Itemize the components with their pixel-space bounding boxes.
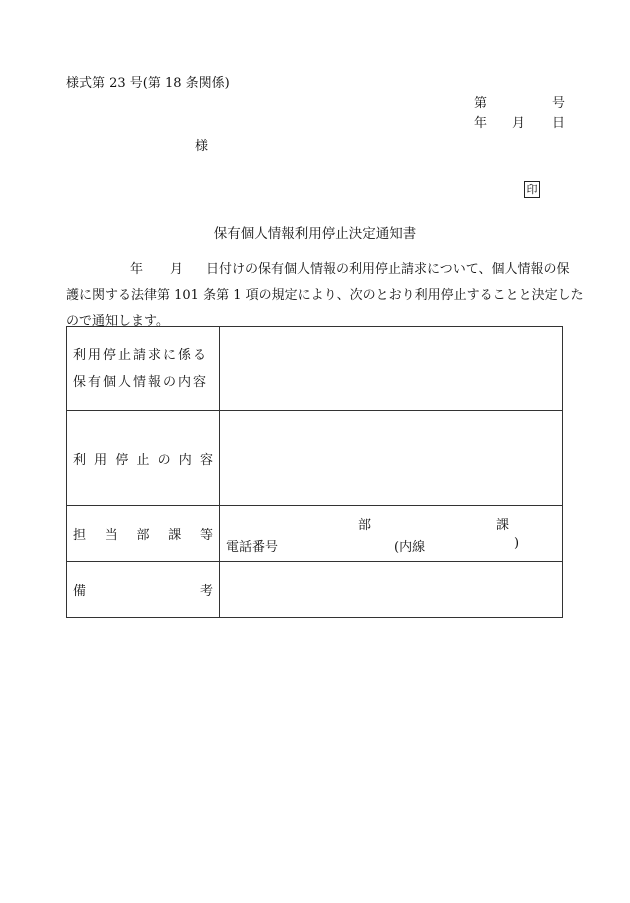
- label-char: 止: [136, 452, 150, 468]
- dept-suffix: 部: [358, 517, 372, 533]
- extension-open: (内線: [394, 539, 426, 555]
- date-month: 月: [512, 116, 526, 131]
- label-target-info: [67, 327, 220, 411]
- seal-mark: 印: [524, 181, 540, 198]
- label-target-info-line2: 保有個人情報の内容: [73, 374, 209, 390]
- document-title: 保有個人情報利用停止決定通知書: [213, 226, 417, 242]
- label-char: 考: [199, 584, 213, 599]
- label-remarks: [67, 562, 220, 618]
- form-number: 様式第 23 号(第 18 条関係): [66, 76, 230, 91]
- value-department[interactable]: [220, 506, 563, 562]
- table-row-remarks: [67, 562, 563, 618]
- doc-no-suffix: 号: [552, 96, 566, 111]
- value-target-info[interactable]: [220, 327, 563, 411]
- label-char: 備: [73, 584, 87, 599]
- date-day: 日: [552, 116, 566, 131]
- body-month: 月: [170, 262, 184, 277]
- label-char: の: [157, 452, 171, 468]
- body-line-3: ので通知します。: [66, 314, 169, 329]
- body-line1-rest: 日付けの保有個人情報の利用停止請求について、個人情報の保: [206, 262, 570, 277]
- label-char: 容: [199, 452, 213, 468]
- recipient-suffix: 様: [195, 139, 209, 154]
- extension-close: ): [514, 535, 520, 551]
- label-char: 利: [73, 452, 87, 468]
- label-char: 用: [94, 452, 108, 468]
- body-line-2: 護に関する法律第 101 条第 1 項の規定により、次のとおり利用停止することと決定した: [66, 288, 584, 303]
- label-char: 停: [115, 452, 129, 468]
- label-char: 内: [178, 452, 192, 468]
- label-suspension-content: [67, 411, 220, 506]
- section-suffix: 課: [496, 517, 510, 533]
- notice-body: [66, 257, 584, 335]
- body-year: 年: [130, 262, 144, 277]
- doc-no-prefix: 第: [474, 96, 488, 111]
- spread-label: [73, 580, 213, 599]
- label-char: 担: [73, 528, 87, 543]
- value-suspension-content[interactable]: [220, 411, 563, 506]
- label-char: 部: [136, 528, 150, 543]
- date-year: 年: [474, 116, 488, 131]
- phone-label: 電話番号: [226, 539, 279, 555]
- table-row-target-info: [67, 327, 563, 411]
- label-char: 等: [199, 528, 213, 543]
- table-row-department: [67, 506, 563, 562]
- phone-line: [226, 534, 556, 556]
- spread-label: [73, 449, 213, 468]
- label-department: [67, 506, 220, 562]
- label-char: 当: [104, 528, 118, 543]
- table-row-suspension-content: [67, 411, 563, 506]
- notice-table: [66, 326, 563, 618]
- label-target-info-line1: 利用停止請求に係る: [73, 347, 209, 363]
- label-char: 課: [168, 528, 182, 543]
- dept-line: [226, 512, 556, 534]
- spread-label: [73, 524, 213, 543]
- value-remarks[interactable]: [220, 562, 563, 618]
- body-line-1: [66, 257, 570, 283]
